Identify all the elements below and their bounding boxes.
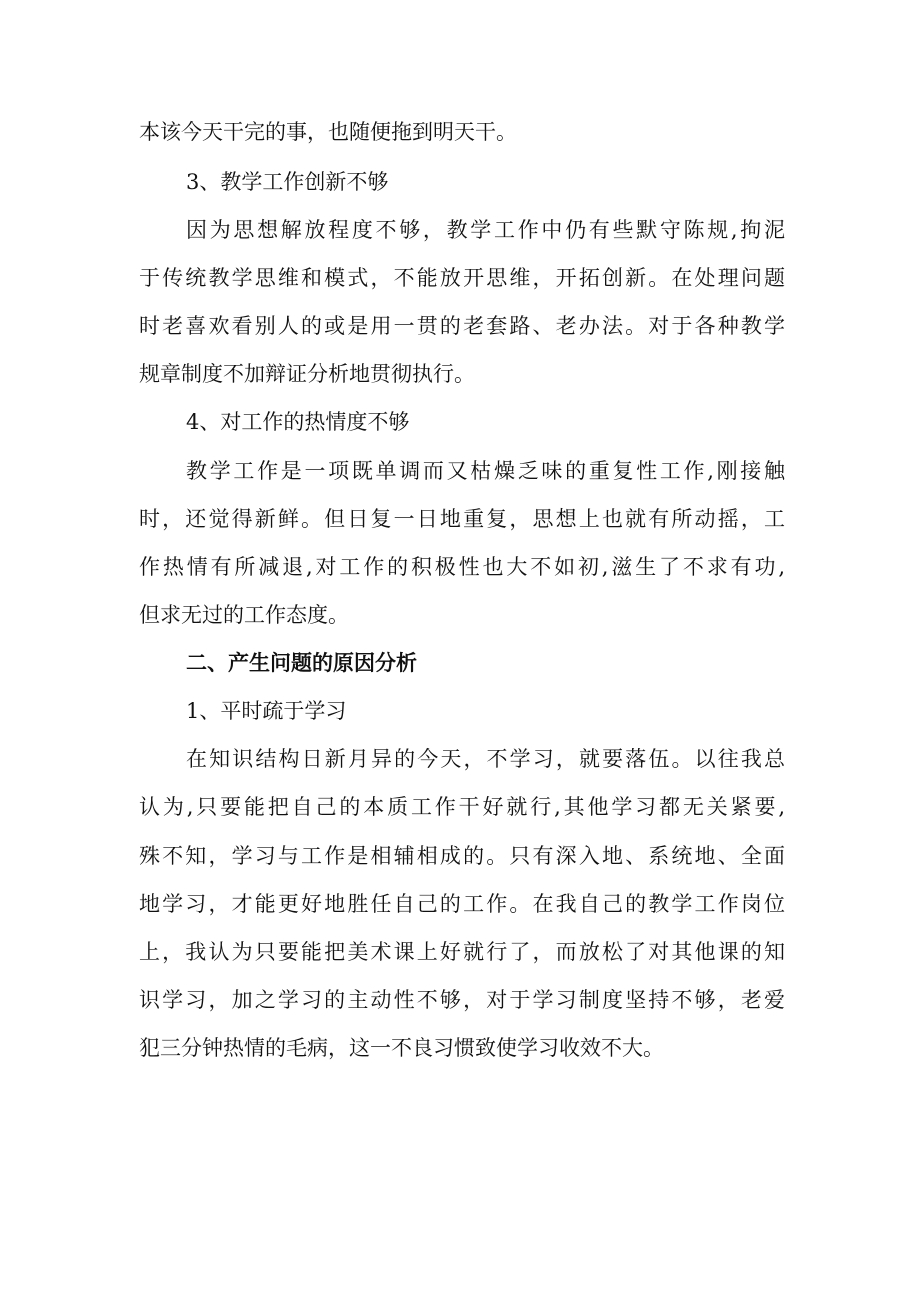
paragraph-line: 识学习，加之学习的主动性不够，对于学习制度坚持不够，老爱 [139, 988, 785, 1012]
paragraph-line: 因为思想解放程度不够，教学工作中仍有些默守陈规,拘泥 [186, 218, 785, 242]
paragraph-line: 时，还觉得新鲜。但日复一日地重复，思想上也就有所动摇，工 [139, 507, 785, 531]
paragraph-line: 于传统教学思维和模式，不能放开思维，开拓创新。在处理问题 [139, 266, 785, 290]
paragraph-line: 上，我认为只要能把美术课上好就行了，而放松了对其他课的知 [139, 940, 785, 964]
paragraph-line: 教学工作是一项既单调而又枯燥乏味的重复性工作,刚接触 [186, 459, 785, 483]
section-heading: 二、产生问题的原因分析 [186, 651, 417, 675]
paragraph-line: 殊不知，学习与工作是相辅相成的。只有深入地、系统地、全面 [139, 844, 785, 868]
paragraph-line: 在知识结构日新月异的今天，不学习，就要落伍。以往我总 [186, 747, 785, 771]
paragraph-line: 地学习，才能更好地胜任自己的工作。在我自己的教学工作岗位 [139, 892, 785, 916]
subheading-3: 3、教学工作创新不够 [186, 170, 389, 194]
paragraph-line: 规章制度不加辩证分析地贯彻执行。 [139, 362, 475, 386]
paragraph-line: 犯三分钟热情的毛病，这一不良习惯致使学习收效不大。 [139, 1036, 664, 1060]
paragraph-line: 但求无过的工作态度。 [139, 603, 349, 627]
paragraph-line: 本该今天干完的事，也随便拖到明天干。 [139, 120, 517, 144]
paragraph-line: 作热情有所减退,对工作的积极性也大不如初,滋生了不求有功, [139, 555, 785, 579]
paragraph-line: 认为,只要能把自己的本质工作干好就行,其他学习都无关紧要, [139, 795, 785, 819]
subheading-4: 4、对工作的热情度不够 [186, 410, 410, 434]
paragraph-line: 时老喜欢看别人的或是用一贯的老套路、老办法。对于各种教学 [139, 314, 785, 338]
subheading-1: 1、平时疏于学习 [186, 699, 347, 723]
